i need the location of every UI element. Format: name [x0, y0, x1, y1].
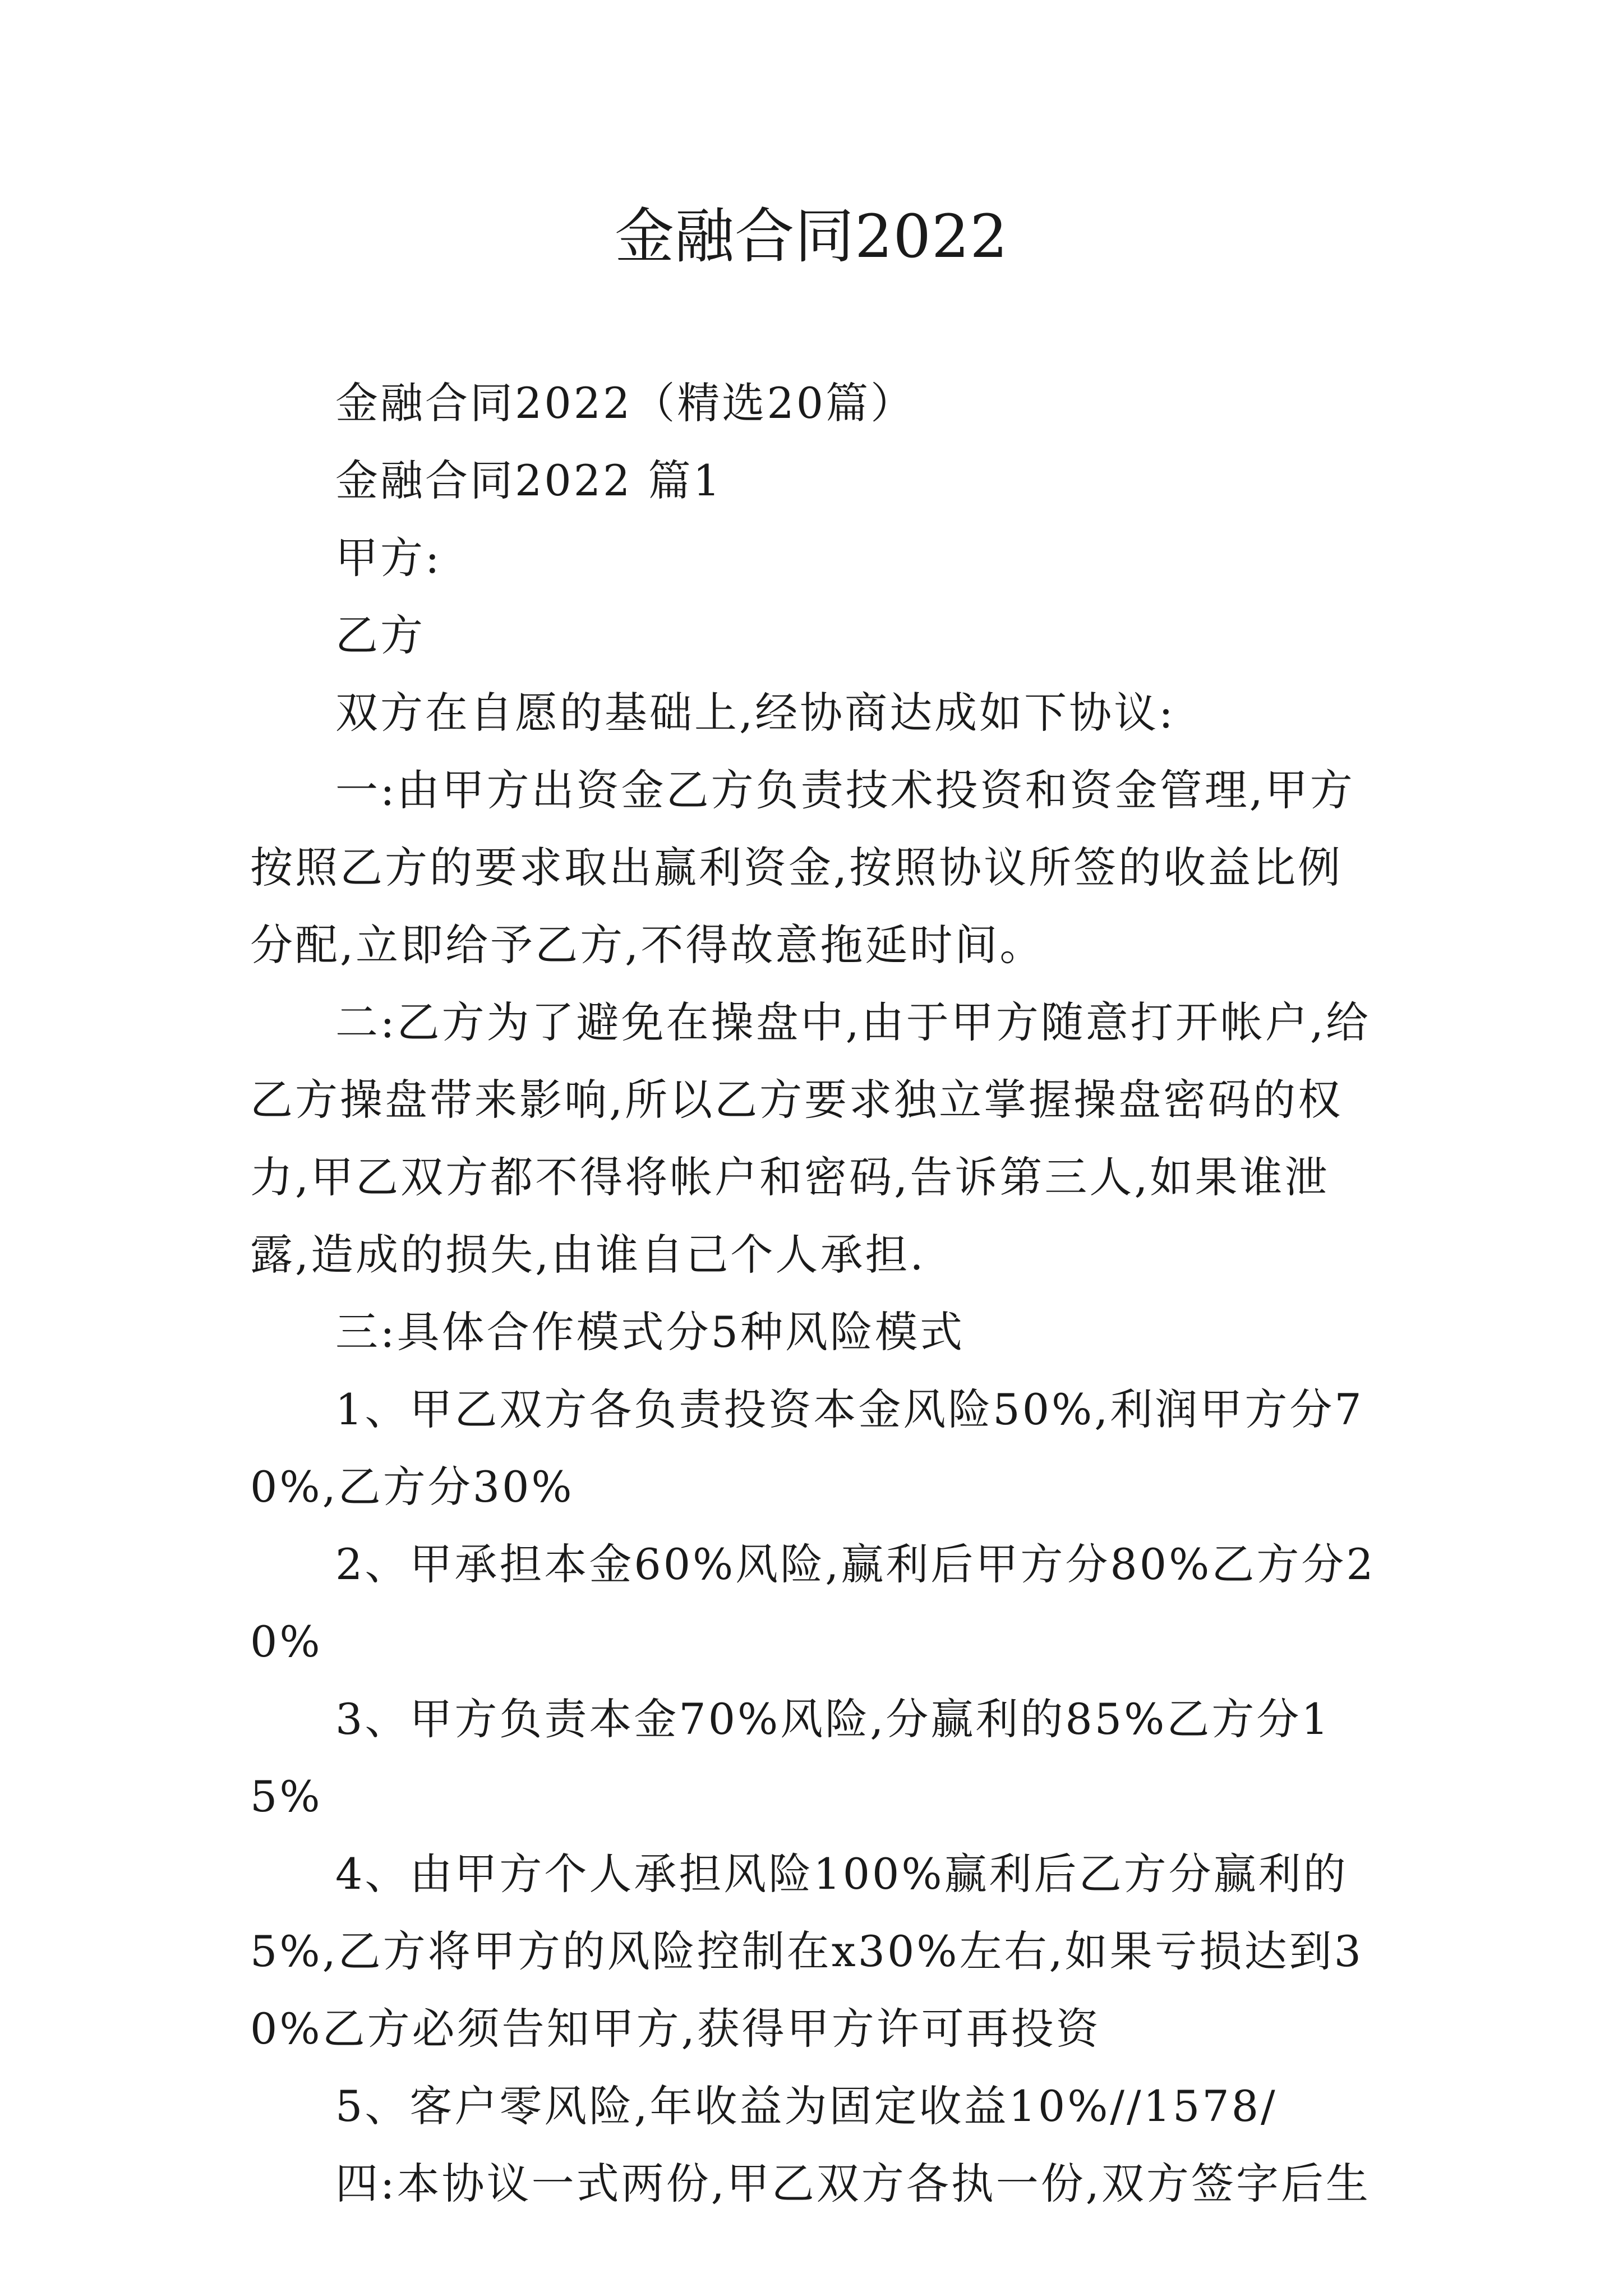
paragraph-clause-2: 二:乙方为了避免在操盘中,由于甲方随意打开帐户,给乙方操盘带来影响,所以乙方要求独立掌握操盘密码的权力,甲乙双方都不得将帐户和密码,告诉第三人,如果谁泄露,造成的损失,由谁自己个人承担. [250, 997, 1371, 1280]
paragraph-clause-4: 四:本协议一式两份,甲乙双方各执一份,双方签字后生 [335, 2159, 1371, 2208]
paragraph-risk-mode-1: 1、甲乙双方各负责投资本金风险50%,利润甲方分70%,乙方分30% [250, 1384, 1364, 1512]
paragraph-section-heading: 金融合同2022 篇1 [335, 455, 722, 505]
paragraph-risk-mode-3: 3、甲方负责本金70%风险,分赢利的85%乙方分15% [250, 1694, 1331, 1821]
paragraph-party-b: 乙方 [335, 610, 425, 660]
paragraph-risk-mode-4: 4、由甲方个人承担风险100%赢利后乙方分赢利的5%,乙方将甲方的风险控制在x30%左右,如果亏损达到30%乙方必须告知甲方,获得甲方许可再投资 [250, 1849, 1364, 2054]
paragraph-risk-mode-2: 2、甲承担本金60%风险,赢利后甲方分80%乙方分20% [250, 1539, 1376, 1667]
paragraph-party-a: 甲方: [335, 533, 442, 583]
document-body [250, 365, 1377, 2223]
paragraph-agreement-intro: 双方在自愿的基础上,经协商达成如下协议: [335, 688, 1175, 738]
paragraph-subtitle: 金融合同2022（精选20篇） [335, 378, 916, 428]
paragraph-clause-1: 一:由甲方出资金乙方负责技术投资和资金管理,甲方按照乙方的要求取出赢利资金,按照协议所签的收益比例分配,立即给予乙方,不得故意拖延时间。 [250, 765, 1355, 970]
document-title: 金融合同2022 [615, 202, 1008, 271]
paragraph-risk-mode-5: 5、客户零风险,年收益为固定收益10%//1578/ [335, 2081, 1278, 2131]
paragraph-clause-3: 三:具体合作模式分5种风险模式 [335, 1307, 965, 1357]
